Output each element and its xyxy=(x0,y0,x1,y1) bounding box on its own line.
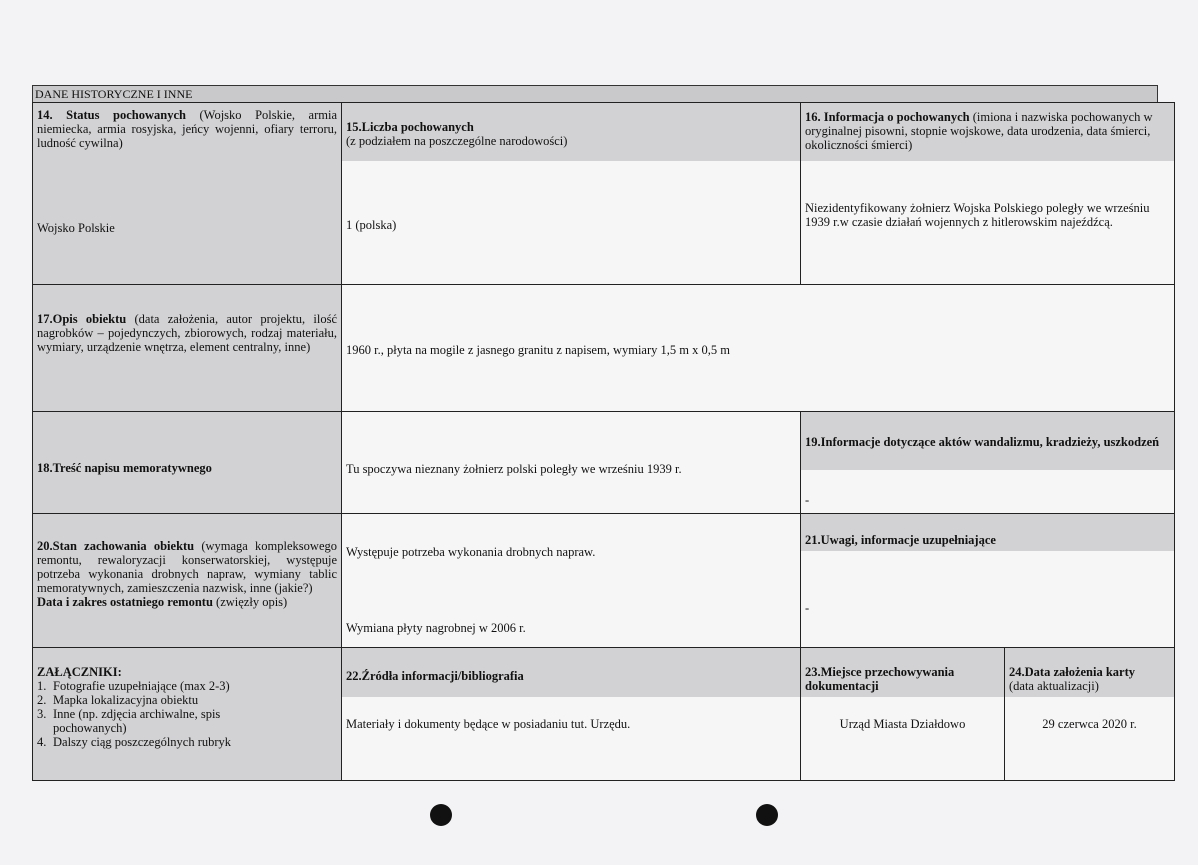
f22-label: 22.Źródła informacji/bibliografia xyxy=(346,669,524,683)
section-header: DANE HISTORYCZNE I INNE xyxy=(32,85,1158,103)
attachment-item: 3. Inne (np. zdjęcia archiwalne, spis pochowanych) xyxy=(37,707,221,735)
f20-label-bold2: Data i zakres ostatniego remontu xyxy=(37,595,213,609)
grid-line xyxy=(32,647,1175,648)
f15-value: 1 (polska) xyxy=(346,218,397,232)
f24-value: 29 czerwca 2020 r. xyxy=(1042,717,1137,731)
grid-line xyxy=(32,513,1175,514)
grid-line xyxy=(800,102,801,285)
attachments-block xyxy=(33,662,341,752)
attachments-title: ZAŁĄCZNIKI: xyxy=(37,665,122,679)
f17-value: 1960 r., płyta na mogile z jasnego granitu z napisem, wymiary 1,5 m x 0,5 m xyxy=(346,343,730,357)
f20-value-1: Występuje potrzeba wykonania drobnych napraw. xyxy=(346,545,596,559)
f21-value: - xyxy=(805,601,810,615)
f15-label-rest: (z podziałem na poszczególne narodowości) xyxy=(346,134,568,148)
grid-line xyxy=(800,411,801,781)
f24-label-bold: 24.Data założenia karty xyxy=(1009,665,1136,679)
f20-label-rest2: (zwięzły opis) xyxy=(212,595,288,609)
f16-label xyxy=(801,107,1173,155)
punch-hole xyxy=(756,804,778,826)
f20-label-rest: (wymaga kompleksowego remontu, rewaloryzacji konserwatorskiej, występuje potrzeba wykonania drobnych napraw, wymiany tablic memoratywnych, zamieszczenia nazwisk, inne (jakie?) xyxy=(37,539,337,595)
f21-label: 21.Uwagi, informacje uzupełniające xyxy=(805,533,996,547)
f22-value: Materiały i dokumenty będące w posiadaniu tut. Urzędu. xyxy=(346,717,631,731)
f14-label-rest: (Wojsko Polskie, armia niemiecka, armia rosyjska, jeńcy wojenni, ofiary terroru, ludność cywilna) xyxy=(37,108,337,150)
punch-hole xyxy=(430,804,452,826)
f16-value: Niezidentyfikowany żołnierz Wojska Polskiego poległy we wrześniu 1939 r.w czasie działań wojennych z hitlerowskim najeźdźcą. xyxy=(805,201,1150,229)
f23-value: Urząd Miasta Działdowo xyxy=(839,717,966,731)
f14-label-bold: 14. Status pochowanych xyxy=(37,108,186,122)
f20-label xyxy=(33,536,341,612)
grid-line xyxy=(1004,647,1005,781)
attachment-item: 1. Fotografie uzupełniające (max 2-3) xyxy=(37,679,230,693)
grid-line xyxy=(32,284,1175,285)
f16-label-rest: (imiona i nazwiska pochowanych w oryginalnej pisowni, stopnie wojskowe, data urodzenia, data śmierci, okoliczności śmierci) xyxy=(805,110,1153,152)
f14-value: Wojsko Polskie xyxy=(37,221,115,235)
f23-label: 23.Miejsce przechowywania dokumentacji xyxy=(805,665,955,693)
f16-label-bold: 16. Informacja o pochowanych xyxy=(805,110,970,124)
f18-value: Tu spoczywa nieznany żołnierz polski poległy we wrześniu 1939 r. xyxy=(346,462,682,476)
f24-label-rest: (data aktualizacji) xyxy=(1009,679,1099,693)
f18-label: 18.Treść napisu memoratywnego xyxy=(37,461,212,475)
grid-line xyxy=(32,411,1175,412)
f14-label xyxy=(33,105,341,153)
grid-line xyxy=(341,102,342,781)
f17-label-rest: (data założenia, autor projektu, ilość nagrobków – pojedynczych, zbiorowych, rodzaj materiału, wymiary, urządzenie wnętrza, element centralny, inne) xyxy=(37,312,337,354)
f19-label: 19.Informacje dotyczące aktów wandalizmu, kradzieży, uszkodzeń xyxy=(805,435,1160,449)
f24-label xyxy=(1005,662,1174,696)
f15-label xyxy=(342,117,797,151)
attachment-item: 2. Mapka lokalizacyjna obiektu xyxy=(37,693,199,707)
f17-label-bold: 17.Opis obiektu xyxy=(37,312,127,326)
f20-label-bold: 20.Stan zachowania obiektu xyxy=(37,539,195,553)
attachment-item: 4. Dalszy ciąg poszczególnych rubryk xyxy=(37,735,232,749)
f19-value: - xyxy=(805,493,810,507)
f15-label-bold: 15.Liczba pochowanych xyxy=(346,120,474,134)
f17-label xyxy=(33,309,341,357)
attachments-list xyxy=(37,679,337,749)
f20-value-2: Wymiana płyty nagrobnej w 2006 r. xyxy=(346,621,526,635)
